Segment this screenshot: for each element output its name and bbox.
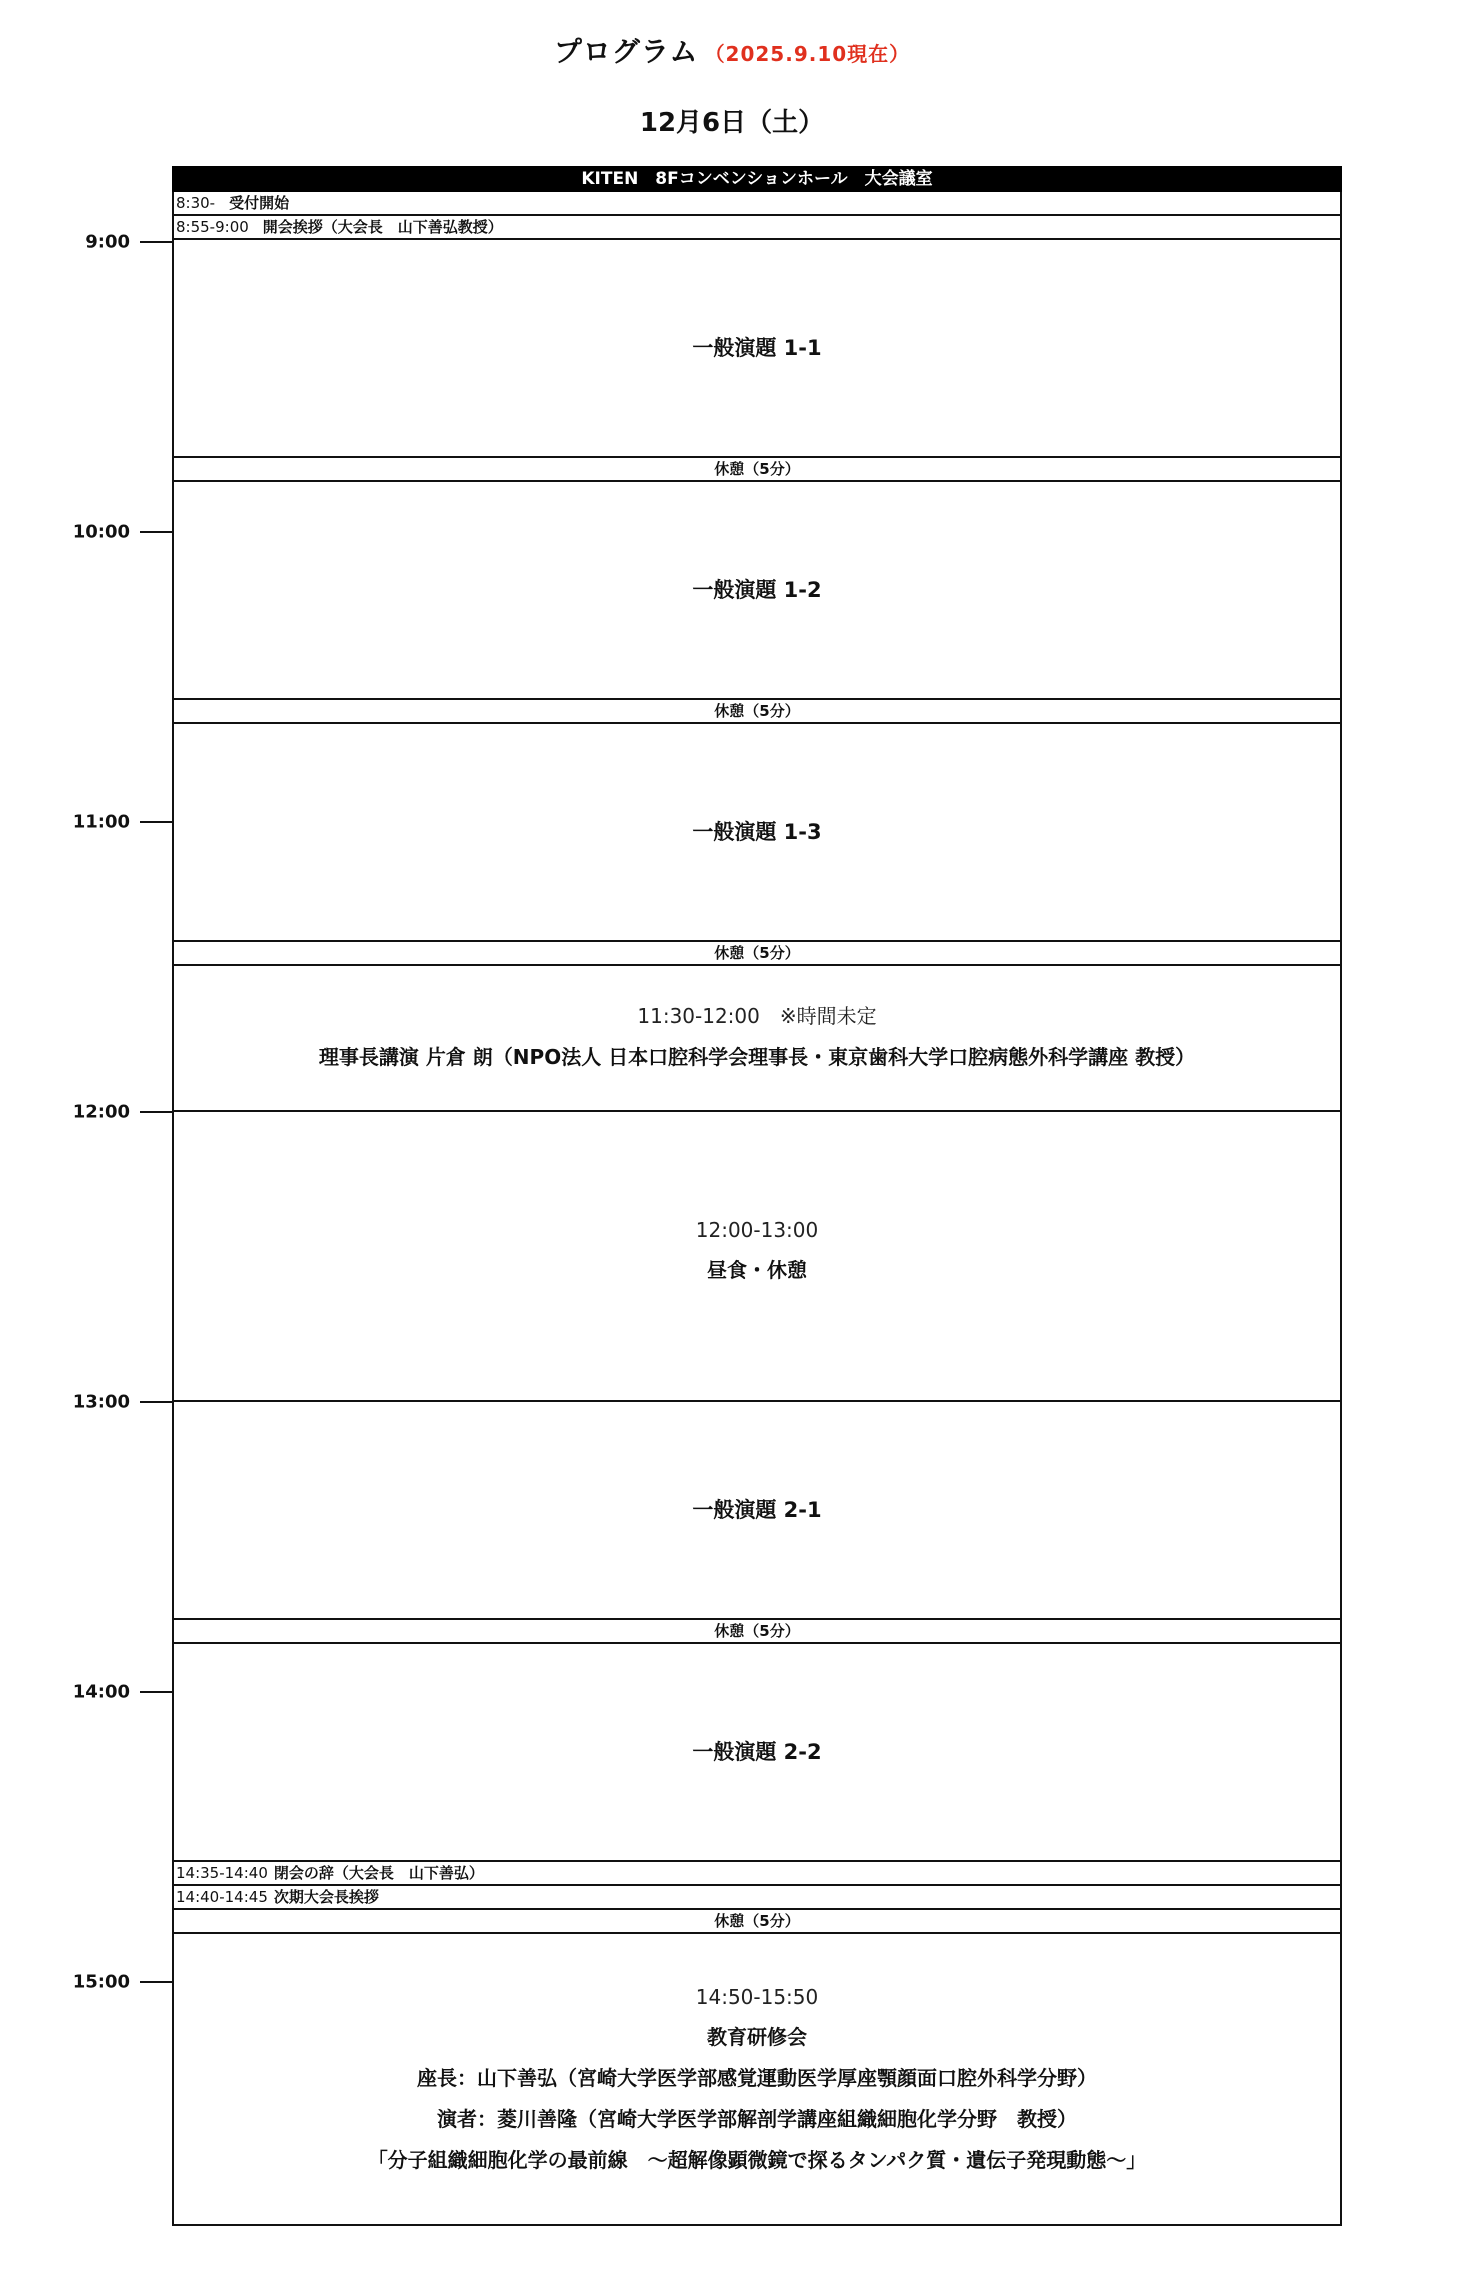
seminar-speaker: 演者：菱川善隆（宮崎大学医学部解剖学講座組織細胞化学分野 教授） — [437, 2107, 1077, 2131]
seminar-chair: 座長：山下善弘（宮崎大学医学部感覚運動医学厚座顎顔面口腔外科学分野） — [417, 2066, 1097, 2090]
hour-label-11: 11:00 — [72, 811, 130, 833]
chairman-lecture-title: 理事長講演 片倉 朗（NPO法人 日本口腔科学会理事長・東京歯科大学口腔病態外科学講座 教授） — [318, 1045, 1196, 1069]
lunch-label: 昼食・休憩 — [707, 1258, 807, 1282]
hour-tick-12 — [140, 1111, 172, 1113]
chairman-lecture-block — [172, 1000, 1342, 1070]
break-row: 休憩（5分） — [714, 1912, 800, 1930]
session-block-2-2 — [172, 1644, 1342, 1860]
session-title: 一般演題 2-2 — [692, 1740, 822, 1764]
divider — [172, 1110, 1342, 1112]
session-block-2-1 — [172, 1402, 1342, 1618]
session-title: 一般演題 1-2 — [692, 578, 822, 602]
closing-time: 14:35-14:40 — [176, 1864, 268, 1882]
next-president-time: 14:40-14:45 — [176, 1888, 268, 1906]
chairman-lecture-time: 11:30-12:00 ※時間未定 — [637, 1004, 877, 1028]
hour-label-13: 13:00 — [72, 1391, 130, 1413]
hour-label-12: 12:00 — [72, 1101, 130, 1123]
session-title: 一般演題 1-3 — [692, 820, 822, 844]
closing-label: 閉会の辞（大会長 山下善弘） — [273, 1864, 484, 1882]
hour-tick-14 — [140, 1691, 172, 1693]
closing-row — [176, 1862, 484, 1884]
break-row: 休憩（5分） — [714, 702, 800, 720]
divider — [172, 1932, 1342, 1934]
event-date: 12月6日（土） — [639, 108, 825, 138]
seminar-time: 14:50-15:50 — [695, 1985, 819, 2009]
registration-time: 8:30- — [176, 194, 216, 212]
hour-label-14: 14:00 — [72, 1681, 130, 1703]
next-president-row — [176, 1886, 379, 1908]
hour-label-15: 15:00 — [72, 1971, 130, 1993]
opening-time: 8:55-9:00 — [176, 218, 249, 236]
seminar-block — [172, 1985, 1342, 2173]
session-block-1-3 — [172, 724, 1342, 940]
hour-label-9: 9:00 — [85, 231, 130, 253]
program-title: プログラム — [553, 35, 699, 68]
hour-tick-13 — [140, 1401, 172, 1403]
break-row: 休憩（5分） — [714, 1622, 800, 1640]
session-title: 一般演題 1-1 — [692, 336, 822, 360]
divider — [172, 964, 1342, 966]
opening-row — [176, 216, 503, 238]
hour-tick-11 — [140, 821, 172, 823]
registration-label: 受付開始 — [229, 194, 290, 212]
page-title — [0, 30, 1464, 70]
lunch-time: 12:00-13:00 — [695, 1218, 819, 1242]
hour-tick-15 — [140, 1981, 172, 1983]
break-row: 休憩（5分） — [714, 944, 800, 962]
hour-label-10: 10:00 — [72, 521, 130, 543]
as-of-date: （2025.9.10現在） — [704, 42, 911, 66]
opening-label: 開会挨拶（大会長 山下善弘教授） — [262, 218, 503, 236]
seminar-title: 教育研修会 — [707, 2025, 807, 2049]
session-block-1-1 — [172, 240, 1342, 456]
hour-tick-10 — [140, 531, 172, 533]
session-block-1-2 — [172, 482, 1342, 698]
break-row: 休憩（5分） — [714, 460, 800, 478]
venue-header: KITEN 8Fコンベンションホール 大会議室 — [172, 166, 1342, 192]
session-title: 一般演題 2-1 — [692, 1498, 822, 1522]
seminar-topic: 「分子組織細胞化学の最前線 ～超解像顕微鏡で探るタンパク質・遺伝子発現動態～」 — [367, 2148, 1147, 2172]
hour-tick-9 — [140, 241, 172, 243]
registration-row — [176, 192, 289, 214]
next-president-label: 次期大会長挨拶 — [273, 1888, 379, 1906]
lunch-block — [172, 1218, 1342, 1283]
